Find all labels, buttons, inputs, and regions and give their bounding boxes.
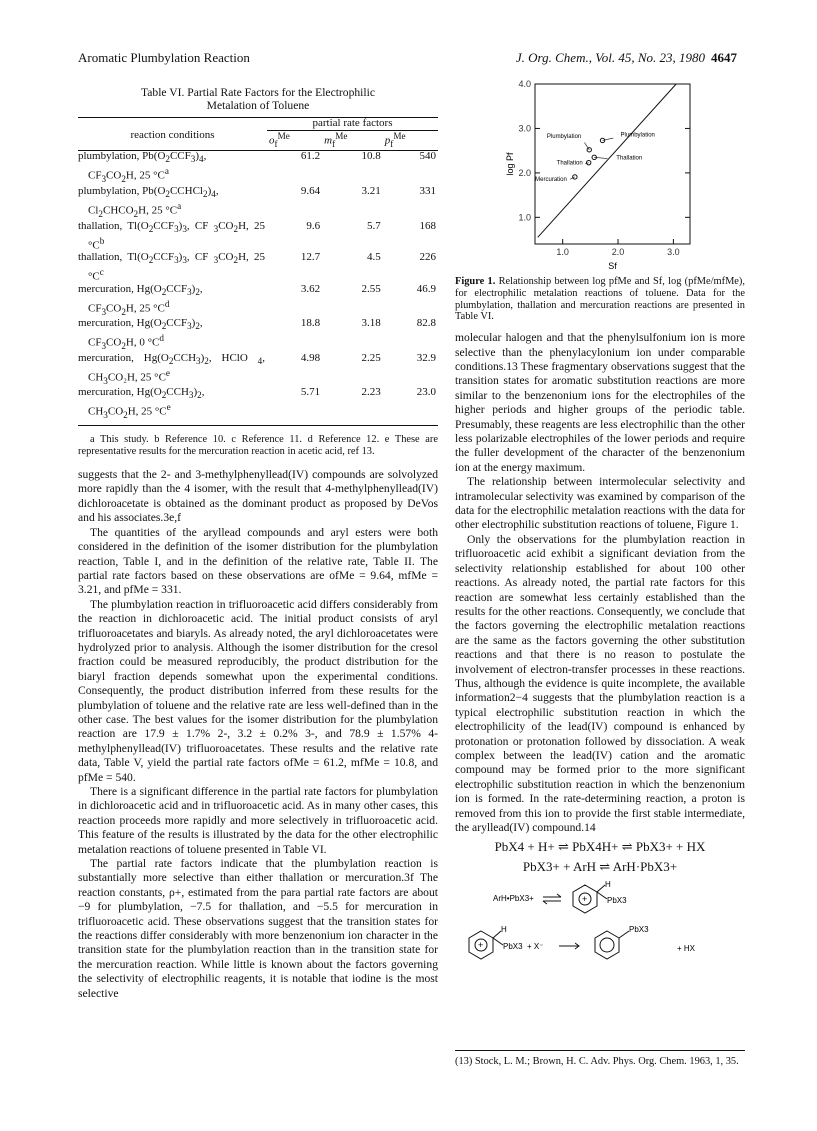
cell-m: 2.55 [361, 282, 381, 295]
x-tick-label: 2.0 [611, 247, 625, 257]
figure-1-chart [490, 76, 730, 272]
aromatic-circle [600, 938, 614, 952]
cell-p: 23.0 [383, 387, 438, 425]
footnote-rule [455, 1050, 745, 1051]
figure-1 [455, 76, 745, 272]
point-label: Plumbylation [546, 133, 582, 140]
cell-m: 10.8 [361, 150, 381, 163]
bond [597, 892, 607, 899]
cell-o: 4.98 [300, 351, 321, 364]
paragraph: Only the observations for the plumbylation reaction in trifluoroacetic acid exhibit a significant deviation from the selectivity relationship established for about 100 other reactions. As already noted, the partial rate factors for this reaction are somewhat less certainly established than the results for the other reactions. Consequently, we conclude that the factors governing the electrophilic metalation reactions are the same as the factors governing the other substitution reactions and that there is no reason to postulate the involvement of electron-transfer processes in these reactions. Thus, although the evidence is quite incomplete, the available information2−4 suggests that the plumbylation reaction is a typical electrophilic substitution reaction in which the electrophilicity of the lead(IV) compound is enhanced by protonation or protonation followed by dissociation. A weak complex between the lead(IV) cation and the aromatic compound may be formed prior to the more significant electrophilic substitution reaction in which the benzenonium ion is formed. In the rate-determining reaction, a proton is removed from this ion to provide the first stable intermediate, the aryllead(IV) compound.14 [455, 532, 745, 834]
running-header-right: J. Org. Chem., Vol. 45, No. 23, 1980 4647 [515, 50, 737, 65]
col-o: $o_f^{Me}$ [267, 130, 322, 151]
plus-sign: + [478, 940, 484, 951]
paragraph: The plumbylation reaction in trifluoroacetic acid differs considerably from the reaction in dichloroacetic acid. The initial product consists of aryl trifluoroacetates and biaryls. As already noted, the aryl dichloroacetates were hydrolyzed prior to analysis. Although the isomer distribution for the cresol fraction could be measured reproducibly, the product distribution for the biaryl fraction depends somewhat upon the experimental conditions. Consequently, the product distribution inferred from these results for the plumbylation of toluene and the relative rate are less well-defined than in the other case. The best values for the isomer distribution for the plumbylation reaction are 17.9 ± 1.7% 2-, 3.2 ± 0.2% 3-, and 78.9 ± 1.57% 4-methylphenyllead(IV) trifluoroacetates. These results and the relative rate data, Table V, yield the partial rate factors ofMe = 61.2, mfMe = 10.8, and pfMe = 540. [78, 597, 438, 784]
table-notes: a This study. b Reference 10. c Reference 11. d Reference 12. e These are representative results for the mercuration reaction in acetic acid, ref 13. [78, 434, 438, 458]
y-axis-label: log Pf [505, 152, 515, 176]
pbx3-label: PbX3 [607, 896, 627, 906]
h-label: H [605, 880, 611, 890]
paragraph: The relationship between intermolecular selectivity and intramolecular selectivity was examined by comparison of the data for the electrophilic metalation reactions with the data for other electrophilic substitution reactions of toluene, Figure 1. [455, 475, 745, 532]
y-tick-label: 4.0 [518, 79, 531, 89]
paragraph: The partial rate factors indicate that the plumbylation reaction is substantially more selective than either thallation or mercuration.3f The reaction constants, ρ+, estimated from the para partial rate factors are about −9 for plumbylation, −7.5 for thallation, and −5.5 for mercuration in trifluoroacetic acid. These observations suggest that the transition states for the reactions differ considerably with more benzenonium ion character in the transition state for the plumbylation reaction than in the transition state for the mercuration reaction. While little is known about the factors governing the selectivity of electrophilic reagents, it is notable that iodine is the most selective [78, 857, 438, 1000]
row-conditions: thallation, $Tl(O_2CCF_3)_3$, CF $_3CO_2H$, 25 $^\circ C^c$ [78, 251, 265, 283]
footnote-13: (13) Stock, L. M.; Brown, H. C. Adv. Phys. Org. Chem. 1963, 1, 35. [455, 1056, 739, 1067]
cell-o: 9.6 [306, 219, 321, 232]
cell-p: 226 [419, 251, 436, 264]
point-label: Mercuration [535, 176, 567, 183]
data-point [600, 138, 604, 142]
figure-1-caption: Figure 1. Relationship between log pfMe and Sf, log (pfMe/mfMe), for electrophilic metalation reactions of toluene. Data for the plumbylation, thallation and mercuration reactions are presented in Table VI. [455, 276, 745, 323]
cell-o: 12.7 [300, 251, 321, 264]
point-label: Plumbylation [620, 132, 655, 139]
table-row [78, 387, 438, 425]
running-header-left: Aromatic Plumbylation Reaction [78, 50, 250, 65]
cell-o: 5.71 [267, 387, 322, 425]
row-conditions: plumbylation, $Pb(O_2CCF_3)_4$, $CF_3CO_2H$, 25 $^\circ C^a$ [78, 150, 207, 185]
pbx3-label: PbX3 [629, 925, 649, 935]
table-row [78, 318, 438, 353]
cell-p: 540 [419, 150, 436, 163]
table-row [78, 221, 438, 252]
left-body-text [78, 468, 438, 1001]
pbx3-label: PbX3 [503, 942, 523, 952]
y-tick-label: 2.0 [518, 167, 531, 178]
cell-m: 2.23 [322, 387, 383, 425]
page-number: 4647 [711, 50, 737, 65]
col-p: $p_f^{Me}$ [383, 130, 438, 151]
bond [493, 931, 501, 938]
x-tick-label: 1.0 [556, 247, 569, 257]
paragraph: suggests that the 2- and 3-methylphenyllead(IV) compounds are solvolyzed more rapidly than the 4 isomer, with the result that 4-methylphenyllead(IV) dichloroacetate is obtained as the dominant product as proposed by DeVos and his associates.3e,f [78, 468, 438, 525]
col-m: $m_f^{Me}$ [322, 130, 383, 151]
cell-o: 18.8 [300, 317, 321, 330]
cell-m: 3.21 [361, 185, 381, 198]
x-tick-label: 3.0 [667, 247, 680, 257]
h-label: H [501, 925, 507, 935]
table-row [78, 284, 438, 319]
right-column [455, 76, 745, 975]
cell-o: 3.62 [300, 282, 321, 295]
row-conditions: mercuration, $Hg(O_2CCF_3)_2$, $CF_3CO_2H$, 25 $^\circ C^d$ [78, 282, 203, 317]
point-label: Thallation [616, 155, 643, 162]
cell-p: 82.8 [416, 317, 436, 330]
cell-o: 61.2 [300, 150, 321, 163]
data-point [587, 148, 591, 152]
cell-o: 9.64 [300, 185, 321, 198]
cell-m: 2.25 [361, 351, 381, 364]
paragraph: molecular halogen and that the phenylsulfonium ion is more selective than the phenylacylonium ion under comparable conditions.13 These fragmentary observations suggest that the transition states for aromatic substitution reactions are more similar to the benzenonium ions for the electrophiles of the higher periods and higher groups of the periodic table. Presumably, these reagents are less electrophilic than the other less polarizable electrophiles of the lower periods and require the fuller development of the character of the benzenonium ion at the energy maximum. [455, 331, 745, 474]
partial-rate-table [78, 117, 438, 426]
col-conditions: reaction conditions [78, 130, 267, 151]
cell-p: 46.9 [416, 282, 436, 295]
table-row [78, 252, 438, 283]
plus-sign: + [582, 894, 588, 905]
point-label: Thallation [556, 160, 583, 167]
benzene-ring [595, 931, 619, 959]
cell-m: 4.5 [367, 251, 381, 264]
cell-m: 3.18 [361, 317, 381, 330]
equation-2: PbX3+ + ArH ⇌ ArH·PbX3+ [522, 858, 678, 874]
table-row [78, 186, 438, 221]
paragraph: There is a significant difference in the partial rate factors for plumbylation in dichloroacetic acid and in trifluoroacetic acid. As in many other cases, this reaction proceeds more rapidly and more selectively in trifluoroacetic acid. This feature of the results is illustrated by the data for the other electrophilic metalation reactions of toluene presented in Table VI. [78, 785, 438, 856]
bond [619, 931, 629, 938]
row-conditions: plumbylation, $Pb(O_2CCHCl_2)_4$, $Cl_2CHCO_2H$, 25 $^\circ C^a$ [78, 185, 219, 219]
x-axis-label: Sf [608, 261, 617, 271]
hx-label: + HX [677, 944, 696, 954]
y-tick-label: 1.0 [518, 212, 531, 223]
data-point [573, 175, 577, 179]
row-conditions: mercuration, $Hg(O_2CCF_3)_2$, $CF_3CO_2H$, 0 $^\circ C^d$ [78, 317, 203, 352]
cell-p: 32.9 [416, 351, 436, 364]
bond [597, 885, 605, 892]
y-tick-label: 3.0 [518, 123, 531, 134]
scheme-drawing [455, 879, 745, 975]
cell-p: 331 [419, 185, 436, 198]
x-minus: + X⁻ [527, 942, 544, 952]
scheme-complex: ArH•PbX3+ [493, 894, 534, 904]
row-conditions: thallation, $Tl(O_2CCF_3)_3$, CF $_3CO_2H$, 25 $^\circ C^b$ [78, 219, 265, 252]
table-title: Table VI. Partial Rate Factors for the Electrophilic Metalation of Toluene [141, 86, 375, 112]
reaction-scheme [455, 879, 745, 975]
group-header: partial rate factors [267, 118, 438, 131]
table-row [78, 353, 438, 388]
cell-p: 168 [419, 219, 436, 232]
paragraph: The quantities of the aryllead compounds and aryl esters were both considered in the definition of the isomer distribution for the plumbylation reaction, Table I, and in the definition of the relative rate, Table II. The partial rate factors based on these observations are ofMe = 9.64, mfMe = 3.21, and pfMe = 331. [78, 525, 438, 597]
left-column [78, 76, 438, 1001]
equation-1: PbX4 + H+ ⇌ PbX4H+ ⇌ PbX3+ + HX [494, 839, 706, 855]
cell-m: 5.7 [367, 219, 381, 232]
row-conditions: mercuration, $Hg(O_2CCH_3)_2$, HClO $_4$, $CH_3CO_2H$, 25 °Ce [78, 351, 265, 386]
row-conditions: mercuration, $Hg(O_2CCH_3)_2$, $CH_3CO_2H$, 25 °Ce [78, 387, 267, 425]
table-row [78, 151, 438, 186]
right-body-text [455, 331, 745, 835]
bond [493, 938, 503, 945]
